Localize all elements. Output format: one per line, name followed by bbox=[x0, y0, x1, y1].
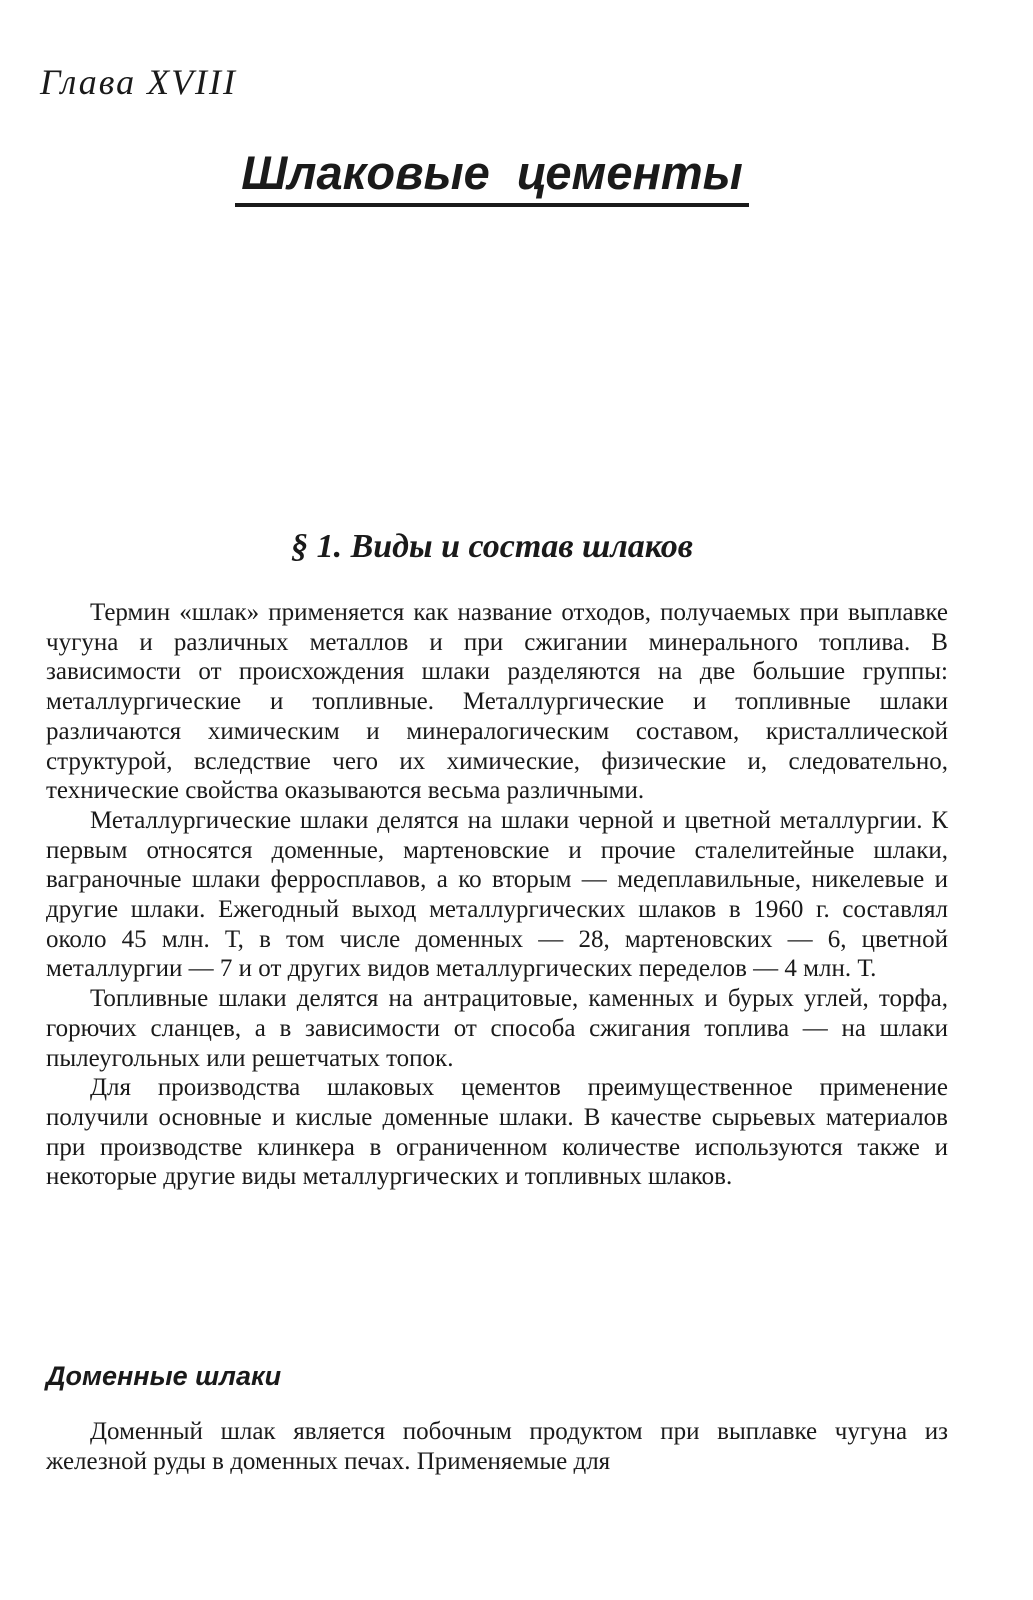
chapter-title: Шлаковые цементы bbox=[235, 145, 749, 207]
chapter-label: Глава XVIII bbox=[40, 62, 238, 102]
section-body bbox=[46, 598, 948, 1192]
subsection-heading: Доменные шлаки bbox=[46, 1361, 282, 1391]
section-heading: § 1. Виды и состав шлаков bbox=[291, 528, 693, 565]
chapter-title-block bbox=[0, 145, 984, 207]
paragraph: Для производства шлаковых цементов преимущественное применение получили основные и кислые доменные шлаки. В качестве сырьевых материалов при производстве клинкера в ограниченном количестве используются также и некоторые другие виды металлургических и топливных шлаков. bbox=[46, 1074, 948, 1191]
paragraph: Термин «шлак» применяется как название отходов, получаемых при выплавке чугуна и различных металлов и при сжигании минерального топлива. В зависимости от происхождения шлаки разделяются на две большие группы: металлургические и топливные. Металлургические и топливные шлаки различаются химическим и минералогическим составом, кристаллической структурой, вследствие чего их химические, физические и, следовательно, технические свойства оказываются весьма различными. bbox=[46, 599, 948, 805]
paragraph: Доменный шлак является побочным продуктом при выплавке чугуна из железной руды в доменных печах. Применяемые для bbox=[46, 1418, 948, 1475]
paragraph: Топливные шлаки делятся на антрацитовые, каменных и бурых углей, торфа, горючих сланцев, а в зависимости от способа сжигания топлива — на шлаки пылеугольных или решетчатых топок. bbox=[46, 985, 948, 1072]
subsection-body bbox=[46, 1417, 948, 1477]
paragraph: Металлургические шлаки делятся на шлаки черной и цветной металлургии. К первым относятся доменные, мартеновские и прочие сталелитейные шлаки, ваграночные шлаки ферросплавов, а ко вторым — медеплавильные, никелевые и другие шлаки. Ежегодный выход металлургических шлаков в 1960 г. составлял около 45 млн. Т, в том числе доменных — 28, мартеновских — 6, цветной металлургии — 7 и от других видов металлургических переделов — 4 млн. Т. bbox=[46, 806, 948, 983]
